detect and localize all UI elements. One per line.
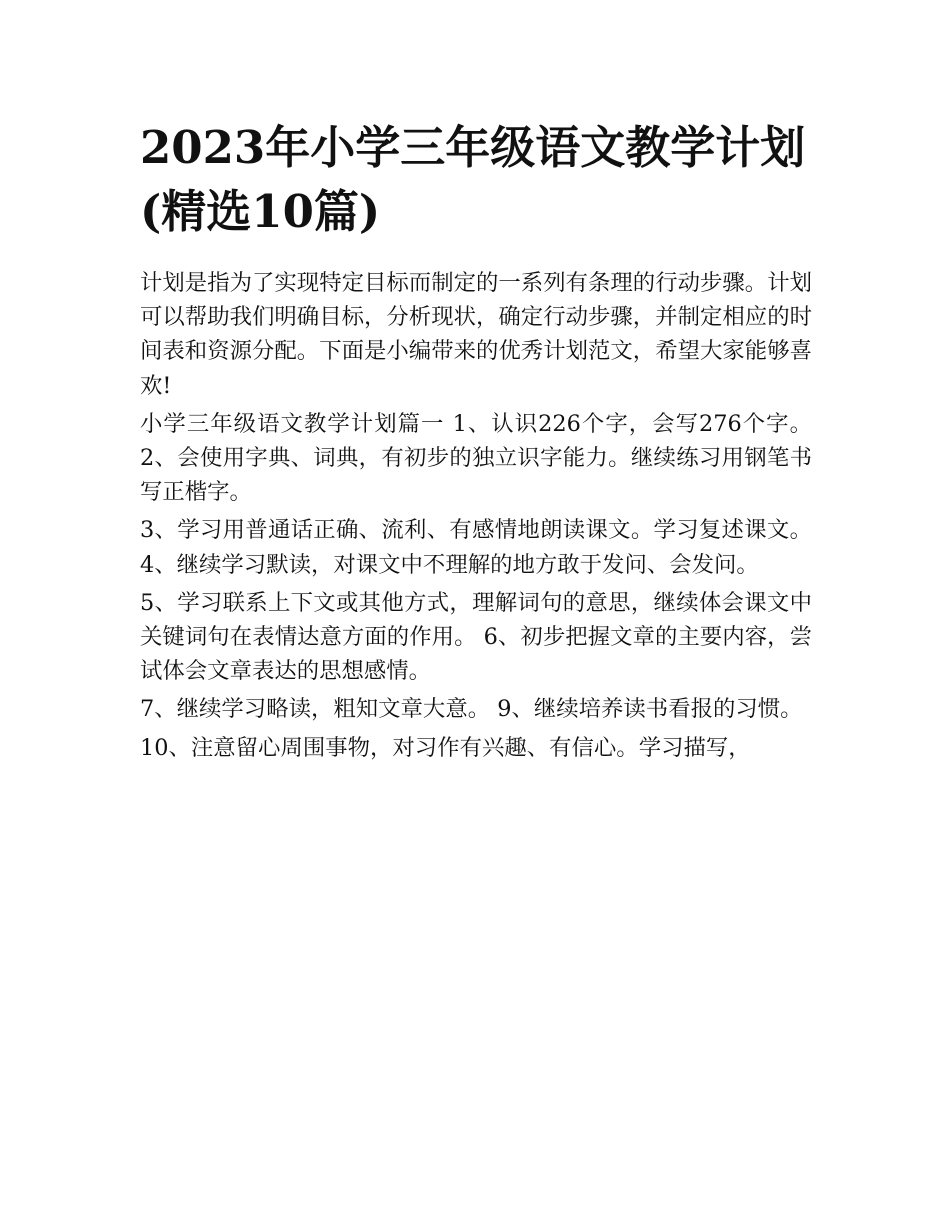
document-content — [140, 116, 812, 769]
document-title: 2023年小学三年级语文教学计划(精选10篇) — [140, 121, 806, 238]
plan-item-1-2: 小学三年级语文教学计划篇一 1、认识226个字，会写276个字。 2、会使用字典、词典，有初步的独立识字能力。继续练习用钢笔书写正楷字。 — [140, 410, 812, 506]
plan-item-10: 10、注意留心周围事物，对习作有兴趣、有信心。学习描写， — [140, 734, 751, 761]
plan-item-7-9: 7、继续学习略读，粗知文章大意。 9、继续培养读书看报的习惯。 — [140, 696, 803, 723]
intro-paragraph: 计划是指为了实现特定目标而制定的一系列有条理的行动步骤。计划可以帮助我们明确目标，分析现状，确定行动步骤，并制定相应的时间表和资源分配。下面是小编带来的优秀计划范文，希望大家能够喜欢! — [140, 270, 812, 399]
plan-item-5-6: 5、学习联系上下文或其他方式，理解词句的意思，继续体会课文中关键词句在表情达意方面的作用。 6、初步把握文章的主要内容，尝试体会文章表达的思想感情。 — [140, 589, 812, 685]
plan-item-3-4: 3、学习用普通话正确、流利、有感情地朗读课文。学习复述课文。 4、继续学习默读，对课文中不理解的地方敢于发问、会发问。 — [140, 517, 812, 578]
